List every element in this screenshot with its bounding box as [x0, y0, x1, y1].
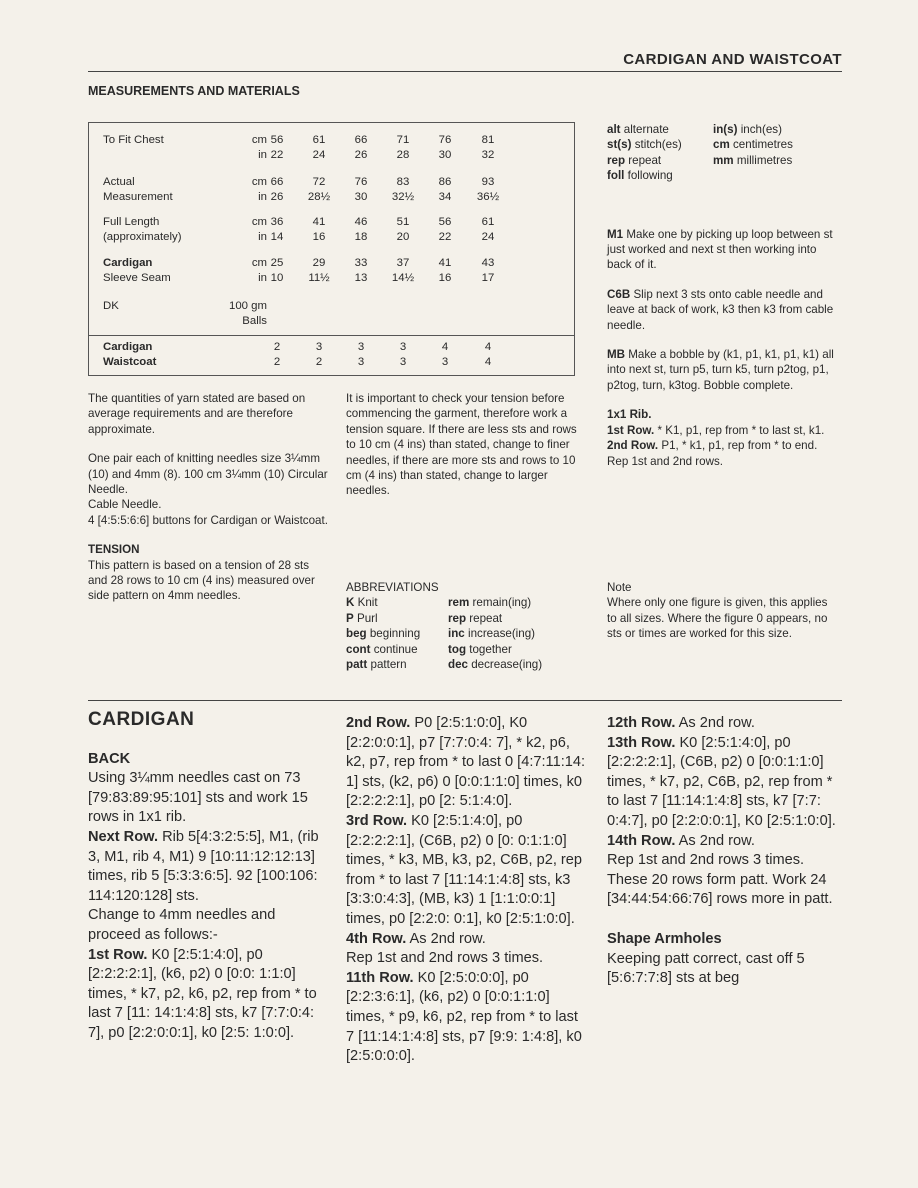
measure-value: 81: [481, 134, 495, 146]
abbreviation-key: P: [346, 611, 354, 625]
rib-repeat: Rep 1st and 2nd rows.: [607, 454, 724, 468]
measure-value: 76: [354, 176, 368, 188]
yarn-balls-value: 3: [441, 356, 449, 368]
abbreviation-meaning: decrease(ing): [471, 658, 543, 672]
abbreviation-key: st(s): [607, 138, 632, 152]
abbreviation-entry: [448, 626, 586, 641]
note-title: Note: [607, 581, 632, 594]
measure-value: 28: [396, 149, 410, 161]
m1-definition: [607, 227, 839, 273]
abbreviation-entry: [713, 168, 839, 183]
next-row-key: Next Row.: [88, 828, 159, 845]
measure-value: 76: [438, 134, 452, 146]
measurements-table: [88, 122, 575, 376]
mb-definition: [607, 347, 839, 393]
measure-value: 24: [481, 231, 495, 243]
row-11: [346, 969, 586, 1067]
abbreviation-entry: [713, 137, 839, 152]
measure-label-sub: Sleeve Seam: [103, 272, 171, 284]
c6b-definition: [607, 287, 839, 333]
abbreviation-entry: [607, 137, 713, 152]
measure-unit: cm: [251, 176, 267, 188]
measure-value: 20: [396, 231, 410, 243]
yarn-balls-value: 3: [399, 341, 407, 353]
yarn-balls-value: 4: [484, 341, 492, 353]
abbreviation-meaning: inch(es): [740, 123, 782, 136]
abbreviation-entry: [448, 642, 586, 657]
measure-value: 66: [270, 176, 284, 188]
measure-label: Actual: [103, 176, 135, 188]
cardigan-column-2: [346, 714, 586, 1067]
back-title: BACK: [88, 750, 131, 767]
measure-value: 93: [481, 176, 495, 188]
yarn-balls-value: 3: [315, 341, 323, 353]
abbreviation-meaning: stitch(es): [634, 138, 682, 152]
change-needles: Change to 4mm needles and proceed as follows:-: [88, 907, 276, 943]
abbreviation-meaning: remain(ing): [472, 596, 532, 610]
measurements-title: MEASUREMENTS AND MATERIALS: [88, 84, 300, 98]
repeat-three-times: Rep 1st and 2nd rows 3 times.: [346, 950, 544, 967]
rib-row-1-text: * K1, p1, rep from * to last st, k1.: [657, 423, 825, 437]
abbreviation-key: rep: [607, 153, 626, 167]
abbreviation-key: patt: [346, 658, 368, 672]
abbreviation-meaning: alternate: [623, 123, 669, 136]
mb-key: MB: [607, 348, 626, 362]
needles-text: One pair each of knitting needles size 3¼mm (10) and 4mm (8). 100 cm 3¼mm (10) Circular Needle.: [88, 452, 328, 497]
row-13-key: 13th Row.: [607, 734, 676, 751]
row-11-key: 11th Row.: [346, 969, 414, 986]
measure-label-sub: (approximately): [103, 231, 182, 243]
measure-unit: cm: [251, 257, 267, 269]
abbreviation-key: foll: [607, 169, 625, 183]
abbreviation-key: in(s): [713, 123, 738, 136]
measure-value: 61: [481, 216, 495, 228]
abbreviation-key: alt: [607, 123, 621, 136]
row-14: [607, 832, 843, 852]
abbreviation-meaning: pattern: [370, 658, 407, 672]
abbreviation-key: tog: [448, 642, 467, 656]
row-12-text: As 2nd row.: [678, 715, 755, 731]
abbreviation-entry: [448, 611, 586, 626]
tension-title: TENSION: [88, 543, 140, 557]
measure-value: 16: [312, 231, 326, 243]
rib-title: 1x1 Rib.: [607, 408, 652, 422]
note-block: [607, 580, 839, 642]
yarn-balls-value: 3: [399, 356, 407, 368]
yarn-cardigan-label: Cardigan: [103, 341, 153, 353]
measure-value: 10: [270, 272, 284, 284]
measure-value: 30: [354, 191, 368, 203]
measure-value: 46: [354, 216, 368, 228]
row-12-key: 12th Row.: [607, 715, 676, 731]
measure-value: 36½: [476, 191, 500, 203]
abbreviation-meaning: repeat: [628, 153, 662, 167]
measure-value: 17: [481, 272, 495, 284]
measure-value: 37: [396, 257, 410, 269]
yarn-balls-value: 2: [273, 341, 281, 353]
abbreviation-entry: [448, 595, 586, 610]
yarn-unit: Balls: [242, 315, 267, 327]
abbreviation-meaning: beginning: [369, 627, 421, 641]
measure-value: 26: [354, 149, 368, 161]
rib-row-1-key: 1st Row.: [607, 423, 655, 437]
page-header-title: CARDIGAN AND WAISTCOAT: [623, 51, 842, 68]
abbreviation-meaning: Purl: [356, 611, 378, 625]
next-row-text: Rib 5[4:3:2:5:5], M1, (rib 3, M1, rib 4, M1) 9 [10:11:12:12:13] times, rib 5 [5:3:3:6:5]. 92 [100:106: 114:120:128] sts.: [88, 828, 319, 904]
abbreviation-entry: [713, 153, 839, 168]
measure-label: Full Length: [103, 216, 160, 228]
abbreviation-entry: [607, 168, 713, 183]
row-4: [346, 930, 586, 950]
special-abbreviations-column: [607, 122, 839, 469]
abbreviation-entry: [346, 611, 448, 626]
yarn-balls-value: 4: [441, 341, 449, 353]
measure-value: 14½: [391, 272, 415, 284]
abbreviation-key: inc: [448, 627, 465, 641]
header-rule: [88, 71, 842, 72]
measure-value: 32½: [391, 191, 415, 203]
measure-unit: in: [258, 149, 267, 161]
row-3-key: 3rd Row.: [346, 812, 408, 829]
row-2: [346, 714, 586, 812]
abbreviation-key: cm: [713, 138, 730, 152]
row-12: [607, 714, 843, 734]
m1-key: M1: [607, 227, 624, 241]
measure-unit: cm: [251, 134, 267, 146]
section-divider-rule: [88, 700, 842, 701]
rib-row-2-text: P1, * k1, p1, rep from * to end.: [661, 439, 818, 453]
cardigan-title: CARDIGAN: [88, 709, 195, 730]
buttons-text: 4 [4:5:5:6:6] buttons for Cardigan or Waistcoat.: [88, 513, 328, 527]
materials-column: [88, 391, 328, 604]
shape-armholes-text: Keeping patt correct, cast off 5 [5:6:7:7:8] sts at beg: [607, 950, 805, 987]
abbreviation-key: cont: [346, 642, 371, 656]
table-divider: [89, 335, 574, 336]
measure-value: 43: [481, 257, 495, 269]
abbreviation-key: rep: [448, 611, 467, 625]
measure-value: 33: [354, 257, 368, 269]
abbreviation-meaning: Knit: [357, 596, 378, 610]
measure-value: 86: [438, 176, 452, 188]
note-text: Where only one figure is given, this applies to all sizes. Where the figure 0 appears, no sts or times are worked for this size.: [607, 596, 828, 641]
measure-value: 36: [270, 216, 284, 228]
abbreviation-entry: [346, 657, 448, 672]
abbreviation-meaning: increase(ing): [468, 627, 536, 641]
abbreviation-entry: [448, 657, 586, 672]
m1-text: Make one by picking up loop between st just worked and next st then working into back of it.: [607, 227, 833, 272]
measure-value: 61: [312, 134, 326, 146]
row-1: [88, 946, 328, 1044]
measure-value: 66: [354, 134, 368, 146]
measure-value: 30: [438, 149, 452, 161]
rib-row-2-key: 2nd Row.: [607, 439, 659, 453]
c6b-key: C6B: [607, 287, 631, 301]
row-3-text: K0 [2:5:1:4:0], p0 [2:2:2:2:1], (C6B, p2) 0 [0: 0:1:1:0] times, * k3, MB, k3, p2, C6B, p2, rep from * to last 7 [11:14:1:4:8] sts, k3 [3:3:0:4:3], (MB, k3) 1 [1:1:0:0:1] times, p0 [2:2:0: 0:1], k0 [2:5:1:0:0].: [346, 812, 583, 927]
abbreviation-meaning: repeat: [469, 611, 503, 625]
abbreviations-block: [346, 580, 586, 672]
measure-value: 24: [312, 149, 326, 161]
abbreviation-entry: [346, 595, 448, 610]
measure-value: 71: [396, 134, 410, 146]
row-13: [607, 734, 843, 832]
row-2-text: P0 [2:5:1:0:0], K0 [2:2:0:0:1], p7 [7:7:0:4: 7], * k2, p6, k2, p7, rep from * to last 0 [4:7:11:14: 1] sts, (k2, p6) 0 [0:0:1:1:0] times, k0 [2:2:2:2:1], p0 [2: 5:1:4:0].: [346, 715, 586, 810]
row-1-key: 1st Row.: [88, 946, 148, 963]
back-intro: Using 3¼mm needles cast on 73 [79:83:89:95:101] sts and work 15 rows in 1x1 rib.: [88, 770, 308, 826]
abbreviations-title: ABBREVIATIONS: [346, 581, 439, 594]
measure-value: 34: [438, 191, 452, 203]
row-11-text: K0 [2:5:0:0:0], p0 [2:2:3:6:1], (k6, p2) 0 [0:0:1:1:0] times, * p9, k6, p2, rep from * to last 7 [11:14:1:4:8] sts, p7 [9:9: 1:4:8], k0 [2:5:0:0:0].: [346, 969, 582, 1065]
abbreviation-entry: [713, 122, 839, 137]
abbreviation-entry: [346, 642, 448, 657]
abbreviation-key: dec: [448, 658, 468, 672]
measure-label: Cardigan: [103, 257, 153, 269]
next-row: [88, 828, 328, 906]
c6b-text: Slip next 3 sts onto cable needle and leave at back of work, k3 then k3 from cable needle.: [607, 287, 834, 332]
yarn-balls-value: 3: [357, 341, 365, 353]
repeat-three-times-b: Rep 1st and 2nd rows 3 times.: [607, 852, 805, 869]
row-4-text: As 2nd row.: [409, 930, 486, 947]
abbreviations-list: [346, 595, 586, 672]
measure-value: 11½: [308, 272, 330, 284]
measure-unit: cm: [251, 216, 267, 228]
abbreviation-key: K: [346, 596, 355, 610]
measure-value: 72: [312, 176, 326, 188]
row-2-key: 2nd Row.: [346, 715, 411, 731]
measure-value: 56: [438, 216, 452, 228]
abbreviation-meaning: following: [627, 169, 673, 183]
measure-value: 32: [481, 149, 495, 161]
yarn-balls-value: 2: [273, 356, 281, 368]
row-4-key: 4th Row.: [346, 930, 407, 947]
cardigan-column-1: [88, 710, 328, 1044]
tension-text: This pattern is based on a tension of 28 sts and 28 rows to 10 cm (4 ins) measured over side pattern on 4mm needles.: [88, 558, 315, 603]
measure-value: 29: [312, 257, 326, 269]
yarn-dk-label: DK: [103, 300, 119, 312]
row-14-text: As 2nd row.: [678, 832, 755, 849]
rib-row-2: [607, 438, 839, 453]
yarn-balls-value: 4: [484, 356, 492, 368]
row-3: [346, 812, 586, 930]
cable-needle-text: Cable Needle.: [88, 498, 162, 512]
rib-row-1: [607, 423, 839, 438]
yarn-balls-value: 2: [315, 356, 323, 368]
abbreviation-entry: [607, 122, 713, 137]
measure-value: 14: [270, 231, 284, 243]
tension-check-note: It is important to check your tension before commencing the garment, therefore work a tension square. If there are less sts and rows to 10 cm (4 ins) than stated, change to finer needles, if there are more sts and rows to 10 cm (4 ins) than stated, change to larger needles.: [346, 392, 577, 498]
measure-value: 41: [438, 257, 452, 269]
yarn-quantities-note: The quantities of yarn stated are based on average requirements and are therefore approximate.: [88, 392, 306, 436]
abbreviation-meaning: continue: [373, 642, 418, 656]
abbreviation-entry: [346, 626, 448, 641]
measure-label-sub: Measurement: [103, 191, 173, 203]
measure-value: 22: [438, 231, 452, 243]
measure-value: 41: [312, 216, 326, 228]
abbreviation-key: rem: [448, 596, 470, 610]
measure-value: 16: [438, 272, 452, 284]
mb-text: Make a bobble by (k1, p1, k1, p1, k1) all into next st, turn p5, turn k5, turn p2tog, p1, p2tog, turn, k3tog. Bobble complete.: [607, 348, 834, 392]
abbreviation-meaning: millimetres: [736, 153, 793, 167]
row-13-text: K0 [2:5:1:4:0], p0 [2:2:2:2:1], (C6B, p2) 0 [0:0:1:1:0] times, * k7, p2, C6B, p2, rep from * to last 7 [11:14:1:4:8] sts, k7 [7:7: 0:4:7], p0 [2:2:0:0:1], K0 [2:5:1:0:0].: [607, 734, 836, 829]
measure-unit: in: [258, 272, 267, 284]
measure-value: 22: [270, 149, 284, 161]
tension-note-column: [346, 391, 586, 513]
measure-value: 13: [354, 272, 368, 284]
measure-unit: in: [258, 191, 267, 203]
measure-value: 56: [270, 134, 284, 146]
yarn-unit: 100 gm: [229, 300, 267, 312]
yarn-balls-value: 3: [357, 356, 365, 368]
yarn-waistcoat-label: Waistcoat: [103, 356, 157, 368]
measure-value: 51: [396, 216, 410, 228]
cardigan-column-3: [607, 714, 843, 989]
measure-value: 18: [354, 231, 368, 243]
abbreviation-key: beg: [346, 627, 367, 641]
abbreviations-list-2: [607, 122, 839, 184]
row-1-text: K0 [2:5:1:4:0], p0 [2:2:2:2:1], (k6, p2) 0 [0:0: 1:1:0] times, * k7, p2, k6, p2, rep from * to last 7 [11: 14:1:4:8] sts, k7 [7:7:0:4: 7], p0 [2:2:0:0:1], k0 [2:5: 1:0:0].: [88, 946, 317, 1041]
abbreviation-meaning: together: [469, 642, 512, 656]
measure-value: 28½: [307, 191, 331, 203]
measure-value: 83: [396, 176, 410, 188]
row-14-key: 14th Row.: [607, 832, 676, 849]
form-pattern: These 20 rows form patt. Work 24 [34:44:54:66:76] rows more in patt.: [607, 871, 833, 908]
measure-value: 25: [270, 257, 284, 269]
abbreviation-meaning: centimetres: [733, 138, 793, 152]
shape-armholes-title: Shape Armholes: [607, 930, 722, 947]
abbreviation-entry: [607, 153, 713, 168]
measure-unit: in: [258, 231, 267, 243]
measure-label: To Fit Chest: [103, 134, 164, 146]
abbreviation-key: mm: [713, 153, 734, 167]
measure-value: 26: [270, 191, 284, 203]
